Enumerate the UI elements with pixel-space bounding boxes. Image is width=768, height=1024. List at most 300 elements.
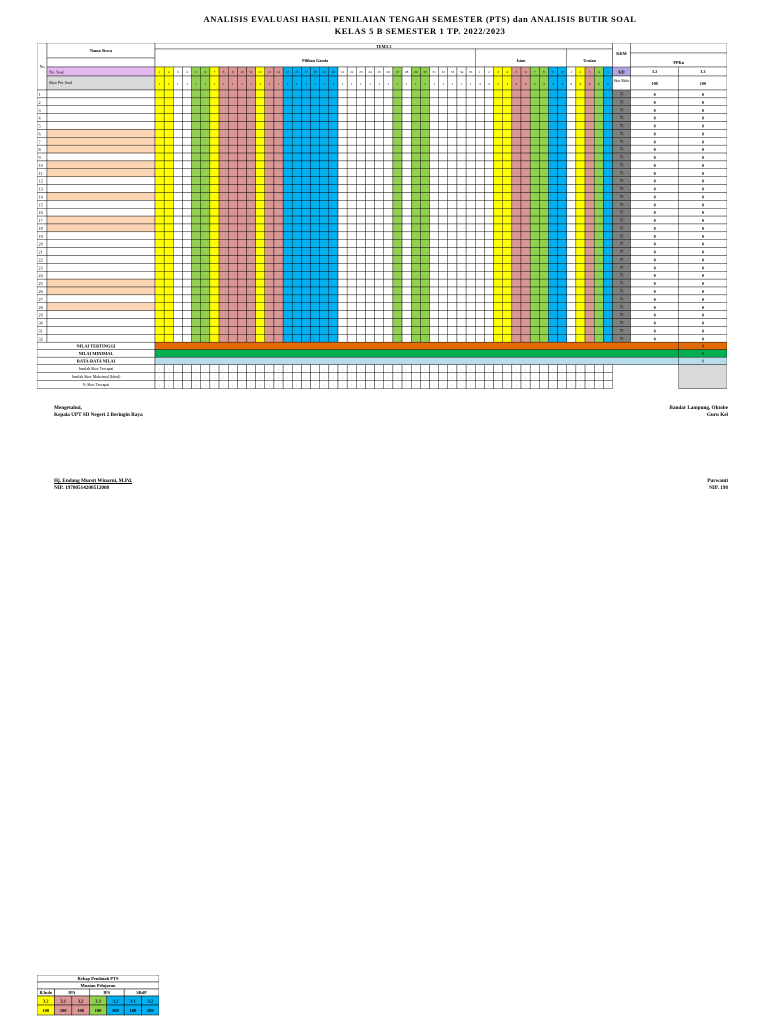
- answer-cell: [274, 279, 283, 287]
- answer-cell: [338, 295, 347, 303]
- answer-cell: [475, 153, 484, 161]
- answer-cell: [192, 161, 201, 169]
- student-name-cell: [47, 287, 155, 295]
- stat-side-cell: [679, 365, 727, 389]
- stat-dash: -: [598, 375, 600, 380]
- answer-cell: [155, 240, 164, 248]
- answer-cell: [155, 232, 164, 240]
- answer-cell: [182, 240, 191, 248]
- answer-cell: [594, 98, 603, 106]
- answer-cell: [292, 90, 301, 98]
- mengetahui-label: Mengetahui,: [54, 405, 82, 411]
- answer-cell: [567, 129, 576, 137]
- answer-cell: [548, 319, 557, 327]
- answer-cell: [182, 106, 191, 114]
- kkm-value: 70: [619, 265, 624, 270]
- answer-cell: [521, 185, 530, 193]
- answer-cell: [603, 287, 612, 295]
- answer-cell: [365, 208, 374, 216]
- answer-cell: [402, 326, 411, 334]
- answer-cell: [155, 248, 164, 256]
- answer-cell: [411, 303, 420, 311]
- answer-cell: [411, 153, 420, 161]
- stat-dash: -: [213, 367, 216, 372]
- rekap-kd: 3.2: [147, 998, 154, 1004]
- answer-cell: [375, 311, 384, 319]
- answer-cell: [448, 185, 457, 193]
- answer-cell: [201, 311, 210, 319]
- rekap-table: [37, 975, 159, 1024]
- stat-dash: -: [250, 375, 252, 380]
- answer-cell: [402, 177, 411, 185]
- answer-cell: [265, 98, 274, 106]
- score-value: 0: [653, 202, 656, 208]
- answer-cell: [530, 240, 539, 248]
- stat-label: Jumlah Skor Tercapai: [78, 366, 114, 372]
- answer-cell: [311, 303, 320, 311]
- answer-cell: [384, 106, 393, 114]
- answer-cell: [320, 334, 329, 342]
- answer-cell: [402, 137, 411, 145]
- answer-cell: [301, 334, 310, 342]
- answer-cell: [393, 295, 402, 303]
- answer-cell: [402, 232, 411, 240]
- answer-cell: [356, 232, 365, 240]
- answer-cell: [512, 161, 521, 169]
- stat-dash: -: [223, 383, 225, 388]
- stat-dash: -: [277, 383, 280, 388]
- answer-cell: [402, 161, 411, 169]
- answer-cell: [539, 185, 548, 193]
- answer-cell: [466, 287, 475, 295]
- answer-cell: [164, 153, 173, 161]
- answer-cell: [530, 98, 539, 106]
- answer-cell: [521, 90, 530, 98]
- row-number: 6: [38, 131, 41, 137]
- report-subtitle: KELAS 5 B SEMESTER 1 TP. 2022/2023: [334, 26, 506, 36]
- answer-cell: [494, 224, 503, 232]
- question-score: 4: [533, 82, 536, 86]
- answer-cell: [210, 279, 219, 287]
- answer-cell: [256, 326, 265, 334]
- answer-cell: [210, 271, 219, 279]
- answer-cell: [539, 311, 548, 319]
- teacher-nip: NIP. 198: [709, 485, 728, 491]
- answer-cell: [484, 311, 493, 319]
- answer-cell: [466, 295, 475, 303]
- student-name-cell: [47, 216, 155, 224]
- answer-cell: [228, 98, 237, 106]
- stat-dash: -: [323, 367, 325, 372]
- answer-cell: [210, 263, 219, 271]
- answer-cell: [494, 177, 503, 185]
- answer-cell: [338, 240, 347, 248]
- answer-cell: [219, 98, 228, 106]
- answer-cell: [274, 224, 283, 232]
- answer-cell: [375, 303, 384, 311]
- answer-cell: [347, 185, 356, 193]
- rekap-subject: IPA: [68, 990, 76, 996]
- answer-cell: [375, 161, 384, 169]
- answer-cell: [603, 232, 612, 240]
- rekap-subject: B.Indo: [39, 990, 52, 996]
- answer-cell: [182, 224, 191, 232]
- answer-cell: [594, 248, 603, 256]
- answer-cell: [329, 311, 338, 319]
- answer-cell: [356, 311, 365, 319]
- answer-cell: [356, 169, 365, 177]
- answer-cell: [603, 255, 612, 263]
- answer-cell: [539, 177, 548, 185]
- answer-cell: [420, 129, 429, 137]
- answer-cell: [439, 90, 448, 98]
- answer-cell: [411, 200, 420, 208]
- answer-cell: [411, 279, 420, 287]
- question-score: 4: [552, 82, 554, 86]
- answer-cell: [192, 90, 201, 98]
- answer-cell: [484, 255, 493, 263]
- answer-cell: [585, 334, 594, 342]
- answer-cell: [155, 326, 164, 334]
- answer-cell: [530, 295, 539, 303]
- answer-cell: [283, 263, 292, 271]
- kkm-value: 70: [619, 139, 624, 144]
- answer-cell: [539, 248, 548, 256]
- student-name-cell: [47, 319, 155, 327]
- answer-cell: [375, 208, 384, 216]
- answer-cell: [512, 153, 521, 161]
- answer-cell: [494, 185, 503, 193]
- answer-cell: [558, 248, 567, 256]
- answer-cell: [512, 326, 521, 334]
- answer-cell: [237, 263, 246, 271]
- answer-cell: [375, 271, 384, 279]
- answer-cell: [512, 122, 521, 130]
- answer-cell: [164, 129, 173, 137]
- answer-cell: [311, 208, 320, 216]
- answer-cell: [365, 248, 374, 256]
- stat-dash: -: [515, 375, 517, 380]
- row-number: 17: [38, 218, 43, 224]
- answer-cell: [539, 200, 548, 208]
- answer-cell: [292, 271, 301, 279]
- answer-cell: [530, 106, 539, 114]
- answer-cell: [548, 255, 557, 263]
- stat-dash: -: [589, 367, 591, 372]
- answer-cell: [201, 271, 210, 279]
- answer-cell: [247, 153, 256, 161]
- tema-header-label: TEMA 2: [376, 43, 392, 49]
- answer-cell: [448, 177, 457, 185]
- answer-cell: [503, 263, 512, 271]
- answer-cell: [192, 255, 201, 263]
- answer-cell: [292, 240, 301, 248]
- answer-cell: [494, 232, 503, 240]
- answer-cell: [457, 208, 466, 216]
- kkm-value: 70: [619, 305, 624, 310]
- answer-cell: [329, 295, 338, 303]
- answer-cell: [475, 161, 484, 169]
- answer-cell: [420, 263, 429, 271]
- answer-cell: [237, 279, 246, 287]
- answer-cell: [530, 255, 539, 263]
- answer-cell: [484, 232, 493, 240]
- answer-cell: [567, 279, 576, 287]
- answer-cell: [402, 334, 411, 342]
- answer-cell: [219, 271, 228, 279]
- answer-cell: [439, 224, 448, 232]
- answer-cell: [530, 192, 539, 200]
- answer-cell: [320, 319, 329, 327]
- stat-dash: -: [488, 375, 490, 380]
- answer-cell: [384, 334, 393, 342]
- answer-cell: [320, 137, 329, 145]
- answer-cell: [530, 311, 539, 319]
- question-score: 1: [442, 82, 445, 86]
- stat-dash: -: [607, 367, 609, 372]
- answer-cell: [164, 90, 173, 98]
- answer-cell: [402, 200, 411, 208]
- answer-cell: [365, 295, 374, 303]
- answer-cell: [484, 334, 493, 342]
- stat-dash: -: [515, 383, 517, 388]
- answer-cell: [576, 248, 585, 256]
- question-number: 9: [231, 70, 234, 74]
- question-score: 1: [195, 82, 198, 86]
- answer-cell: [256, 106, 265, 114]
- answer-cell: [347, 248, 356, 256]
- answer-cell: [567, 319, 576, 327]
- kkm-value: 70: [619, 336, 624, 341]
- answer-cell: [484, 90, 493, 98]
- answer-cell: [265, 224, 274, 232]
- headmaster-title: Kepala UPT SD Negeri 2 Beringin Raya: [54, 412, 143, 418]
- answer-cell: [503, 279, 512, 287]
- rekap-kd: 3.1: [130, 998, 136, 1004]
- answer-cell: [548, 106, 557, 114]
- answer-cell: [164, 311, 173, 319]
- answer-cell: [192, 319, 201, 327]
- answer-cell: [503, 232, 512, 240]
- answer-cell: [530, 177, 539, 185]
- answer-cell: [182, 145, 191, 153]
- answer-cell: [320, 326, 329, 334]
- answer-cell: [274, 153, 283, 161]
- answer-cell: [247, 114, 256, 122]
- answer-cell: [365, 185, 374, 193]
- answer-cell: [265, 129, 274, 137]
- answer-cell: [512, 114, 521, 122]
- answer-cell: [585, 263, 594, 271]
- answer-cell: [494, 271, 503, 279]
- answer-cell: [256, 137, 265, 145]
- answer-cell: [301, 208, 310, 216]
- answer-cell: [375, 122, 384, 130]
- answer-cell: [256, 177, 265, 185]
- answer-cell: [402, 192, 411, 200]
- answer-cell: [466, 129, 475, 137]
- answer-cell: [347, 153, 356, 161]
- stat-dash: -: [451, 383, 453, 388]
- stat-dash: -: [415, 383, 417, 388]
- answer-cell: [393, 255, 402, 263]
- answer-cell: [164, 248, 173, 256]
- answer-cell: [430, 240, 439, 248]
- answer-cell: [219, 145, 228, 153]
- answer-cell: [329, 200, 338, 208]
- answer-cell: [219, 192, 228, 200]
- answer-cell: [439, 303, 448, 311]
- stat-dash: -: [332, 367, 334, 372]
- answer-cell: [439, 279, 448, 287]
- row-number: 32: [38, 336, 43, 342]
- answer-cell: [283, 271, 292, 279]
- stat-dash: -: [506, 367, 508, 372]
- answer-cell: [585, 255, 594, 263]
- answer-cell: [283, 248, 292, 256]
- student-name-cell: [47, 98, 155, 106]
- answer-cell: [228, 129, 237, 137]
- answer-cell: [558, 319, 567, 327]
- answer-cell: [182, 319, 191, 327]
- answer-cell: [237, 216, 246, 224]
- answer-cell: [201, 161, 210, 169]
- answer-cell: [356, 271, 365, 279]
- answer-cell: [393, 311, 402, 319]
- answer-cell: [219, 185, 228, 193]
- answer-cell: [164, 295, 173, 303]
- answer-cell: [567, 145, 576, 153]
- answer-cell: [265, 106, 274, 114]
- answer-cell: [430, 145, 439, 153]
- answer-cell: [247, 208, 256, 216]
- answer-cell: [521, 263, 530, 271]
- stat-dash: -: [479, 383, 481, 388]
- answer-cell: [558, 200, 567, 208]
- answer-cell: [576, 122, 585, 130]
- student-name-cell: [47, 232, 155, 240]
- answer-cell: [347, 319, 356, 327]
- stat-dash: -: [168, 383, 170, 388]
- answer-cell: [228, 153, 237, 161]
- answer-cell: [219, 114, 228, 122]
- answer-cell: [265, 279, 274, 287]
- answer-cell: [292, 106, 301, 114]
- answer-cell: [457, 216, 466, 224]
- answer-cell: [548, 145, 557, 153]
- kkm-value: 70: [619, 92, 624, 97]
- answer-cell: [173, 319, 182, 327]
- answer-cell: [512, 263, 521, 271]
- answer-cell: [173, 326, 182, 334]
- answer-cell: [228, 177, 237, 185]
- answer-cell: [274, 106, 283, 114]
- answer-cell: [548, 240, 557, 248]
- answer-cell: [274, 208, 283, 216]
- answer-cell: [283, 326, 292, 334]
- answer-cell: [265, 248, 274, 256]
- answer-cell: [548, 169, 557, 177]
- answer-cell: [365, 287, 374, 295]
- stat-dash: -: [241, 375, 243, 380]
- answer-cell: [484, 326, 493, 334]
- answer-cell: [338, 303, 347, 311]
- answer-cell: [265, 326, 274, 334]
- student-name-cell: [47, 137, 155, 145]
- answer-cell: [567, 295, 576, 303]
- answer-cell: [567, 177, 576, 185]
- answer-cell: [182, 255, 191, 263]
- answer-cell: [548, 326, 557, 334]
- answer-cell: [256, 295, 265, 303]
- answer-cell: [457, 334, 466, 342]
- answer-cell: [329, 240, 338, 248]
- answer-cell: [585, 161, 594, 169]
- answer-cell: [603, 192, 612, 200]
- answer-cell: [402, 255, 411, 263]
- answer-cell: [283, 169, 292, 177]
- answer-cell: [182, 200, 191, 208]
- answer-cell: [439, 295, 448, 303]
- answer-cell: [439, 145, 448, 153]
- answer-cell: [192, 208, 201, 216]
- answer-cell: [329, 137, 338, 145]
- answer-cell: [347, 200, 356, 208]
- answer-cell: [402, 145, 411, 153]
- rekap-kd: 3.2: [77, 998, 84, 1004]
- answer-cell: [475, 303, 484, 311]
- rekap-kd: 3.3: [95, 998, 101, 1004]
- answer-cell: [439, 240, 448, 248]
- answer-cell: [338, 169, 347, 177]
- answer-cell: [494, 129, 503, 137]
- answer-cell: [356, 263, 365, 271]
- answer-cell: [402, 90, 411, 98]
- answer-cell: [384, 208, 393, 216]
- stat-dash: -: [159, 367, 161, 372]
- answer-cell: [164, 114, 173, 122]
- answer-cell: [311, 311, 320, 319]
- score-value: 0: [701, 194, 704, 200]
- answer-cell: [439, 185, 448, 193]
- answer-cell: [338, 255, 347, 263]
- row-number: 9: [38, 155, 41, 161]
- answer-cell: [274, 177, 283, 185]
- answer-cell: [347, 137, 356, 145]
- answer-cell: [494, 161, 503, 169]
- student-name-cell: [47, 240, 155, 248]
- answer-cell: [265, 192, 274, 200]
- answer-cell: [457, 192, 466, 200]
- answer-cell: [247, 263, 256, 271]
- answer-cell: [155, 287, 164, 295]
- stat-dash: -: [168, 375, 170, 380]
- answer-cell: [521, 255, 530, 263]
- rekap-subject: IPS: [103, 990, 111, 996]
- stat-dash: -: [570, 375, 572, 380]
- answer-cell: [402, 224, 411, 232]
- answer-cell: [247, 311, 256, 319]
- answer-cell: [347, 271, 356, 279]
- answer-cell: [530, 129, 539, 137]
- answer-cell: [530, 137, 539, 145]
- stat-dash: -: [277, 375, 280, 380]
- answer-cell: [237, 145, 246, 153]
- answer-cell: [466, 114, 475, 122]
- answer-cell: [274, 271, 283, 279]
- answer-cell: [228, 169, 237, 177]
- question-number: 13: [267, 70, 272, 74]
